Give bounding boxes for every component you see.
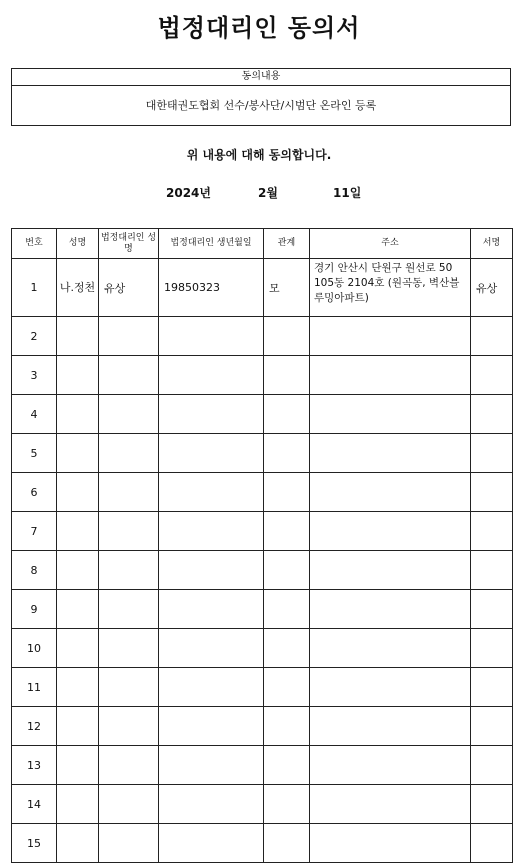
row-number: 15 bbox=[12, 824, 57, 863]
header-name: 성명 bbox=[57, 229, 99, 259]
row-signature bbox=[471, 473, 513, 512]
row-address bbox=[310, 668, 471, 707]
table-row bbox=[12, 746, 513, 785]
row-name bbox=[57, 434, 99, 473]
header-address: 주소 bbox=[310, 229, 471, 259]
row-address bbox=[310, 317, 471, 356]
row-address bbox=[310, 746, 471, 785]
row-relation bbox=[264, 590, 310, 629]
row-signature bbox=[471, 824, 513, 863]
row-name bbox=[57, 473, 99, 512]
row-address bbox=[310, 707, 471, 746]
row-guardian-birth bbox=[159, 746, 264, 785]
table-row bbox=[12, 512, 513, 551]
row-signature bbox=[471, 590, 513, 629]
row-number: 9 bbox=[12, 590, 57, 629]
consent-header: 동의내용 bbox=[12, 69, 510, 86]
row-guardian-birth bbox=[159, 473, 264, 512]
row-name bbox=[57, 785, 99, 824]
row-guardian-name bbox=[99, 317, 159, 356]
guardian-table bbox=[11, 228, 513, 863]
row-name bbox=[57, 629, 99, 668]
row-number: 8 bbox=[12, 551, 57, 590]
row-guardian-birth bbox=[159, 590, 264, 629]
row-number: 4 bbox=[12, 395, 57, 434]
row-guardian-birth bbox=[159, 551, 264, 590]
row-guardian-name bbox=[99, 668, 159, 707]
table-row bbox=[12, 824, 513, 863]
row-number: 6 bbox=[12, 473, 57, 512]
row-guardian-birth bbox=[159, 629, 264, 668]
row-signature bbox=[471, 395, 513, 434]
table-row bbox=[12, 434, 513, 473]
row-address bbox=[310, 512, 471, 551]
table-row bbox=[12, 259, 513, 317]
row-number: 11 bbox=[12, 668, 57, 707]
date-month: 2월 bbox=[258, 186, 278, 200]
table-row bbox=[12, 356, 513, 395]
row-guardian-name bbox=[99, 824, 159, 863]
row-guardian-name bbox=[99, 512, 159, 551]
row-relation bbox=[264, 395, 310, 434]
row-relation bbox=[264, 785, 310, 824]
row-guardian-birth: 19850323 bbox=[159, 259, 264, 317]
row-signature bbox=[471, 668, 513, 707]
row-name bbox=[57, 707, 99, 746]
row-relation bbox=[264, 434, 310, 473]
row-guardian-birth bbox=[159, 668, 264, 707]
row-number: 12 bbox=[12, 707, 57, 746]
row-guardian-birth bbox=[159, 356, 264, 395]
document-title: 법정대리인 동의서 bbox=[157, 13, 361, 42]
date-day: 11일 bbox=[333, 186, 362, 200]
row-guardian-name: 유상 bbox=[99, 259, 159, 317]
header-number: 번호 bbox=[12, 229, 57, 259]
row-relation bbox=[264, 473, 310, 512]
table-row bbox=[12, 395, 513, 434]
row-signature bbox=[471, 434, 513, 473]
header-signature: 서명 bbox=[471, 229, 513, 259]
row-address bbox=[310, 356, 471, 395]
table-row bbox=[12, 629, 513, 668]
row-guardian-name bbox=[99, 746, 159, 785]
row-signature bbox=[471, 629, 513, 668]
row-name bbox=[57, 356, 99, 395]
row-name bbox=[57, 551, 99, 590]
row-guardian-name bbox=[99, 473, 159, 512]
row-address: 경기 안산시 단원구 원선로 50 105동 2104호 (원곡동, 벽산블루밍아파트) bbox=[310, 259, 471, 317]
consent-box bbox=[11, 68, 511, 126]
table-row bbox=[12, 551, 513, 590]
row-number: 5 bbox=[12, 434, 57, 473]
row-guardian-name bbox=[99, 629, 159, 668]
table-header-row bbox=[12, 229, 513, 259]
row-number: 7 bbox=[12, 512, 57, 551]
table-row bbox=[12, 473, 513, 512]
row-guardian-birth bbox=[159, 785, 264, 824]
row-name bbox=[57, 668, 99, 707]
consent-content: 대한태권도협회 선수/봉사단/시범단 온라인 등록 bbox=[145, 99, 377, 112]
row-guardian-birth bbox=[159, 512, 264, 551]
row-signature bbox=[471, 317, 513, 356]
agree-statement: 위 내용에 대해 동의합니다. bbox=[186, 148, 332, 162]
row-signature bbox=[471, 551, 513, 590]
table-row bbox=[12, 590, 513, 629]
row-address bbox=[310, 785, 471, 824]
header-guardian-name: 법정대리인 성명 bbox=[99, 229, 159, 259]
row-signature: 유상 bbox=[471, 259, 513, 317]
row-guardian-name bbox=[99, 590, 159, 629]
row-guardian-name bbox=[99, 785, 159, 824]
row-address bbox=[310, 434, 471, 473]
row-address bbox=[310, 473, 471, 512]
row-guardian-name bbox=[99, 707, 159, 746]
table-row bbox=[12, 668, 513, 707]
row-number: 1 bbox=[12, 259, 57, 317]
row-guardian-birth bbox=[159, 395, 264, 434]
row-relation bbox=[264, 551, 310, 590]
row-name bbox=[57, 824, 99, 863]
row-address bbox=[310, 629, 471, 668]
row-number: 10 bbox=[12, 629, 57, 668]
row-name bbox=[57, 512, 99, 551]
row-relation bbox=[264, 707, 310, 746]
row-name bbox=[57, 395, 99, 434]
row-guardian-name bbox=[99, 434, 159, 473]
table-row bbox=[12, 785, 513, 824]
row-guardian-birth bbox=[159, 434, 264, 473]
row-guardian-name bbox=[99, 356, 159, 395]
table-row bbox=[12, 317, 513, 356]
header-relation: 관계 bbox=[264, 229, 310, 259]
row-relation bbox=[264, 317, 310, 356]
row-relation bbox=[264, 746, 310, 785]
row-signature bbox=[471, 707, 513, 746]
row-relation bbox=[264, 356, 310, 395]
row-address bbox=[310, 590, 471, 629]
table-row bbox=[12, 707, 513, 746]
row-relation: 모 bbox=[264, 259, 310, 317]
header-guardian-birth: 법정대리인 생년월일 bbox=[159, 229, 264, 259]
row-guardian-birth bbox=[159, 317, 264, 356]
row-guardian-birth bbox=[159, 824, 264, 863]
row-address bbox=[310, 551, 471, 590]
row-address bbox=[310, 395, 471, 434]
row-address bbox=[310, 824, 471, 863]
row-number: 3 bbox=[12, 356, 57, 395]
row-name bbox=[57, 317, 99, 356]
row-number: 14 bbox=[12, 785, 57, 824]
row-relation bbox=[264, 668, 310, 707]
row-relation bbox=[264, 629, 310, 668]
date-year: 2024년 bbox=[166, 186, 211, 200]
row-relation bbox=[264, 824, 310, 863]
row-name bbox=[57, 746, 99, 785]
row-relation bbox=[264, 512, 310, 551]
row-guardian-name bbox=[99, 395, 159, 434]
row-signature bbox=[471, 512, 513, 551]
row-signature bbox=[471, 785, 513, 824]
row-signature bbox=[471, 746, 513, 785]
row-guardian-name bbox=[99, 551, 159, 590]
row-number: 13 bbox=[12, 746, 57, 785]
row-signature bbox=[471, 356, 513, 395]
row-name: 나.정천 bbox=[57, 259, 99, 317]
row-number: 2 bbox=[12, 317, 57, 356]
row-guardian-birth bbox=[159, 707, 264, 746]
row-name bbox=[57, 590, 99, 629]
